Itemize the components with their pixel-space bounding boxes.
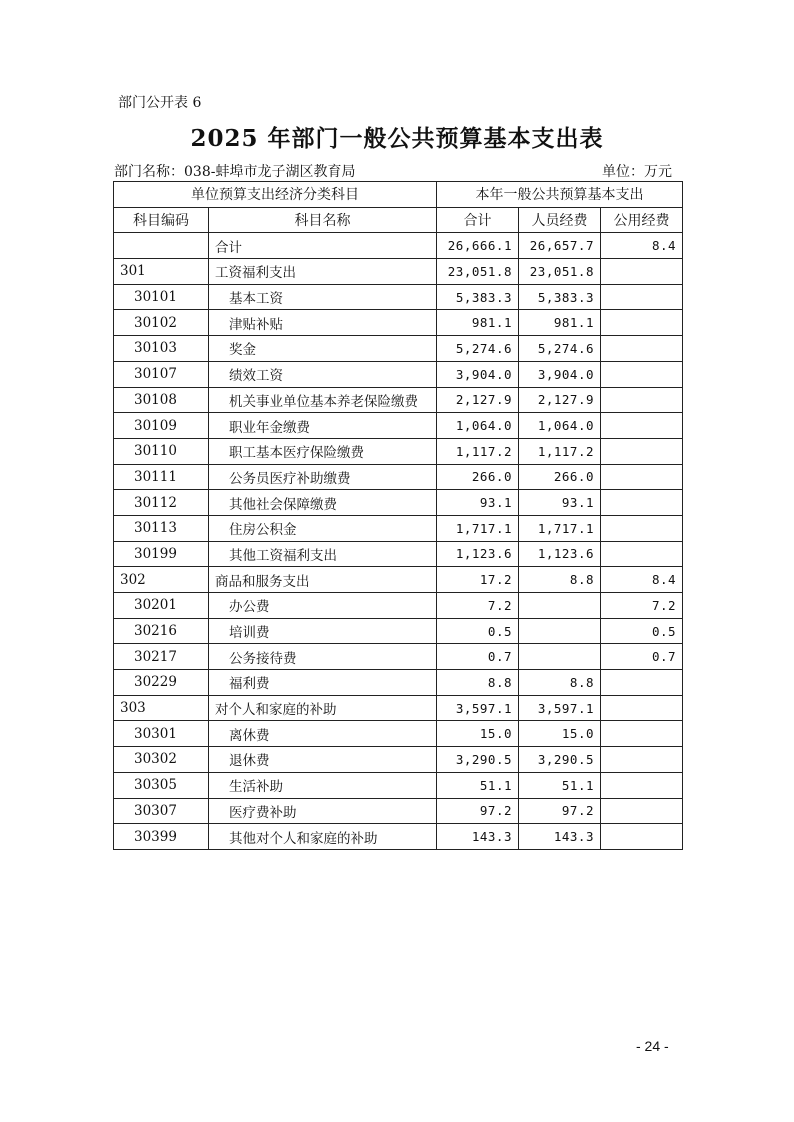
department-name: 部门名称：038-蚌埠市龙子湖区教育局 — [114, 164, 356, 180]
code-cell: 30108 — [114, 387, 209, 413]
table-row — [114, 541, 683, 567]
public-cell — [601, 670, 683, 696]
public-cell — [601, 772, 683, 798]
public-cell — [601, 695, 683, 721]
name-cell: 其他工资福利支出 — [209, 541, 437, 567]
personnel-cell: 1,064.0 — [519, 413, 601, 439]
public-cell — [601, 464, 683, 490]
name-cell: 其他对个人和家庭的补助 — [209, 824, 437, 850]
table-row — [114, 747, 683, 773]
personnel-cell: 3,904.0 — [519, 361, 601, 387]
public-cell — [601, 798, 683, 824]
table-row — [114, 233, 683, 259]
personnel-cell: 2,127.9 — [519, 387, 601, 413]
code-cell: 30199 — [114, 541, 209, 567]
document-tag: 部门公开表 6 — [118, 95, 202, 111]
total-cell: 23,051.8 — [437, 259, 519, 285]
total-cell: 3,597.1 — [437, 695, 519, 721]
name-cell: 合计 — [209, 233, 437, 259]
table-row — [114, 464, 683, 490]
total-cell: 26,666.1 — [437, 233, 519, 259]
total-cell: 97.2 — [437, 798, 519, 824]
meta-row — [114, 161, 680, 181]
public-cell — [601, 541, 683, 567]
personnel-cell: 3,290.5 — [519, 747, 601, 773]
personnel-cell: 3,597.1 — [519, 695, 601, 721]
personnel-cell: 97.2 — [519, 798, 601, 824]
table-row — [114, 259, 683, 285]
code-cell: 30103 — [114, 336, 209, 362]
personnel-cell — [519, 644, 601, 670]
table-row — [114, 387, 683, 413]
table-row — [114, 413, 683, 439]
total-cell: 5,383.3 — [437, 284, 519, 310]
total-cell: 1,123.6 — [437, 541, 519, 567]
code-cell: 30307 — [114, 798, 209, 824]
total-cell: 1,117.2 — [437, 438, 519, 464]
code-cell: 30399 — [114, 824, 209, 850]
total-cell: 17.2 — [437, 567, 519, 593]
total-cell: 93.1 — [437, 490, 519, 516]
table-row — [114, 361, 683, 387]
public-cell — [601, 259, 683, 285]
personnel-cell: 1,717.1 — [519, 515, 601, 541]
name-cell: 福利费 — [209, 670, 437, 696]
code-cell: 30110 — [114, 438, 209, 464]
column-header-personnel: 人员经费 — [519, 207, 601, 233]
name-cell: 职业年金缴费 — [209, 413, 437, 439]
personnel-cell: 51.1 — [519, 772, 601, 798]
personnel-cell: 5,383.3 — [519, 284, 601, 310]
total-cell: 2,127.9 — [437, 387, 519, 413]
table-row — [114, 515, 683, 541]
name-cell: 绩效工资 — [209, 361, 437, 387]
personnel-cell: 266.0 — [519, 464, 601, 490]
public-cell — [601, 387, 683, 413]
table-row — [114, 310, 683, 336]
personnel-cell: 26,657.7 — [519, 233, 601, 259]
personnel-cell: 8.8 — [519, 567, 601, 593]
table-row — [114, 798, 683, 824]
table-row — [114, 567, 683, 593]
name-cell: 公务接待费 — [209, 644, 437, 670]
code-cell: 30216 — [114, 618, 209, 644]
personnel-cell: 15.0 — [519, 721, 601, 747]
total-cell: 51.1 — [437, 772, 519, 798]
code-cell — [114, 233, 209, 259]
code-cell: 30301 — [114, 721, 209, 747]
total-cell: 1,717.1 — [437, 515, 519, 541]
total-cell: 266.0 — [437, 464, 519, 490]
public-cell: 8.4 — [601, 233, 683, 259]
table-row — [114, 336, 683, 362]
group-header-expenditure: 本年一般公共预算基本支出 — [437, 182, 683, 208]
code-cell: 30217 — [114, 644, 209, 670]
public-cell — [601, 824, 683, 850]
name-cell: 对个人和家庭的补助 — [209, 695, 437, 721]
code-cell: 303 — [114, 695, 209, 721]
name-cell: 离休费 — [209, 721, 437, 747]
name-cell: 职工基本医疗保险缴费 — [209, 438, 437, 464]
total-cell: 7.2 — [437, 593, 519, 619]
personnel-cell: 8.8 — [519, 670, 601, 696]
code-cell: 30113 — [114, 515, 209, 541]
name-cell: 机关事业单位基本养老保险缴费 — [209, 387, 437, 413]
page-title: 2025 年部门一般公共预算基本支出表 — [190, 125, 604, 152]
public-cell: 7.2 — [601, 593, 683, 619]
public-cell — [601, 438, 683, 464]
public-cell — [601, 284, 683, 310]
budget-table — [113, 181, 683, 850]
page-number: - 24 - — [636, 1038, 669, 1054]
name-cell: 培训费 — [209, 618, 437, 644]
personnel-cell: 143.3 — [519, 824, 601, 850]
column-header-row — [114, 207, 683, 233]
table-row — [114, 721, 683, 747]
name-cell: 公务员医疗补助缴费 — [209, 464, 437, 490]
name-cell: 奖金 — [209, 336, 437, 362]
personnel-cell: 1,117.2 — [519, 438, 601, 464]
column-header-code: 科目编码 — [114, 207, 209, 233]
column-header-total: 合计 — [437, 207, 519, 233]
public-cell: 0.5 — [601, 618, 683, 644]
code-cell: 30107 — [114, 361, 209, 387]
unit-label: 单位：万元 — [602, 164, 672, 180]
table-row — [114, 695, 683, 721]
total-cell: 0.7 — [437, 644, 519, 670]
name-cell: 工资福利支出 — [209, 259, 437, 285]
table-row — [114, 593, 683, 619]
public-cell — [601, 490, 683, 516]
total-cell: 143.3 — [437, 824, 519, 850]
code-cell: 302 — [114, 567, 209, 593]
code-cell: 30102 — [114, 310, 209, 336]
code-cell: 30201 — [114, 593, 209, 619]
code-cell: 30229 — [114, 670, 209, 696]
name-cell: 商品和服务支出 — [209, 567, 437, 593]
code-cell: 30302 — [114, 747, 209, 773]
total-cell: 3,290.5 — [437, 747, 519, 773]
total-cell: 8.8 — [437, 670, 519, 696]
table-head — [114, 182, 683, 233]
personnel-cell — [519, 593, 601, 619]
table-row — [114, 618, 683, 644]
personnel-cell: 93.1 — [519, 490, 601, 516]
public-cell — [601, 515, 683, 541]
personnel-cell: 981.1 — [519, 310, 601, 336]
name-cell: 基本工资 — [209, 284, 437, 310]
total-cell: 15.0 — [437, 721, 519, 747]
public-cell — [601, 310, 683, 336]
column-header-name: 科目名称 — [209, 207, 437, 233]
total-cell: 981.1 — [437, 310, 519, 336]
table-row — [114, 490, 683, 516]
table-row — [114, 284, 683, 310]
public-cell — [601, 361, 683, 387]
code-cell: 30111 — [114, 464, 209, 490]
personnel-cell: 23,051.8 — [519, 259, 601, 285]
table-row — [114, 772, 683, 798]
name-cell: 津贴补贴 — [209, 310, 437, 336]
code-cell: 301 — [114, 259, 209, 285]
table-row — [114, 824, 683, 850]
name-cell: 住房公积金 — [209, 515, 437, 541]
total-cell: 3,904.0 — [437, 361, 519, 387]
name-cell: 办公费 — [209, 593, 437, 619]
name-cell: 退休费 — [209, 747, 437, 773]
personnel-cell: 5,274.6 — [519, 336, 601, 362]
table-body — [114, 233, 683, 850]
public-cell — [601, 721, 683, 747]
public-cell: 0.7 — [601, 644, 683, 670]
group-header-classification: 单位预算支出经济分类科目 — [114, 182, 437, 208]
public-cell — [601, 413, 683, 439]
name-cell: 医疗费补助 — [209, 798, 437, 824]
total-cell: 1,064.0 — [437, 413, 519, 439]
code-cell: 30112 — [114, 490, 209, 516]
total-cell: 5,274.6 — [437, 336, 519, 362]
code-cell: 30101 — [114, 284, 209, 310]
public-cell — [601, 747, 683, 773]
group-header-row — [114, 182, 683, 208]
table-row — [114, 644, 683, 670]
public-cell: 8.4 — [601, 567, 683, 593]
code-cell: 30109 — [114, 413, 209, 439]
total-cell: 0.5 — [437, 618, 519, 644]
code-cell: 30305 — [114, 772, 209, 798]
column-header-public: 公用经费 — [601, 207, 683, 233]
personnel-cell — [519, 618, 601, 644]
name-cell: 其他社会保障缴费 — [209, 490, 437, 516]
table-row — [114, 670, 683, 696]
name-cell: 生活补助 — [209, 772, 437, 798]
personnel-cell: 1,123.6 — [519, 541, 601, 567]
public-cell — [601, 336, 683, 362]
table-row — [114, 438, 683, 464]
